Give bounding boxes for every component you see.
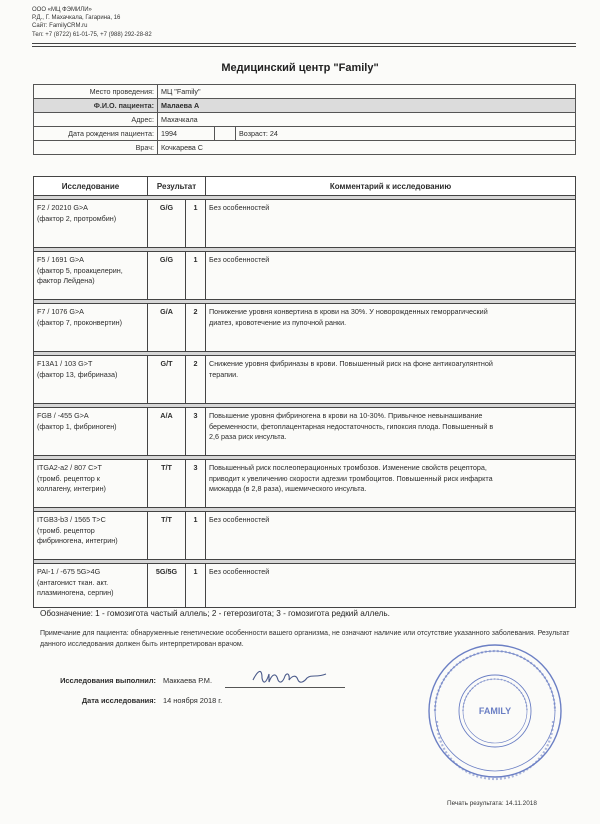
study-cell-line: (тромб. рецептор к (37, 473, 100, 483)
header-divider (32, 43, 576, 44)
place-label: Место проведения: (34, 85, 158, 99)
comment-cell-line: Без особенностей (209, 515, 270, 524)
code-cell: 1 (186, 200, 206, 248)
table-row (34, 356, 576, 404)
comment-cell-line: Повышенный риск послеоперационных тромбозов. Изменение свойств рецептора, (209, 463, 487, 472)
print-date-label: Печать результата: (447, 800, 504, 807)
code-cell: 2 (186, 356, 206, 404)
signature-mark (250, 664, 330, 690)
study-date-label: Дата исследования: (81, 696, 156, 705)
legend-text: Обозначение: 1 - гомозигота частый аллель; 2 - гетерозигота; 3 - гомозигота редкий аллель. (40, 609, 390, 618)
table-row (34, 304, 576, 352)
patient-info-table (33, 84, 576, 155)
comment-cell-line: диатез, кровотечение из пупочной ранки. (209, 317, 347, 327)
age-value: 24 (269, 129, 278, 138)
place-value: МЦ "Family" (158, 85, 576, 99)
comment-cell (206, 460, 576, 508)
study-cell (34, 200, 148, 248)
study-cell (34, 512, 148, 560)
study-cell-line: коллагену, интегрин) (37, 484, 106, 493)
comment-cell (206, 252, 576, 300)
study-cell-line: ITGB3-b3 / 1565 T>C (37, 515, 106, 524)
header-line: Тел: +7 (8722) 61-01-75, +7 (988) 292-28-82 (32, 31, 152, 38)
doctor-value: Кочкарева С (158, 141, 576, 155)
result-cell: G/G (148, 200, 186, 248)
comment-cell (206, 512, 576, 560)
comment-cell-line: терапии. (209, 369, 239, 379)
study-cell-line: ITGA2-a2 / 807 C>T (37, 463, 102, 472)
study-date-value: 14 ноября 2018 г. (163, 696, 223, 705)
study-cell (34, 252, 148, 300)
study-cell-line: фактор Лейдена) (37, 276, 95, 285)
study-cell-line: F5 / 1691 G>A (37, 255, 84, 264)
table-row (34, 408, 576, 456)
result-cell: 5G/5G (148, 564, 186, 608)
patient-note: Примечание для пациента: обнаруженные генетические особенности вашего организма, не означают наличие или отсутствие указанного заболевания. Результат данного исследования должен быть интерпретирован врачом. (40, 630, 570, 648)
comment-cell (206, 304, 576, 352)
study-cell-line: PAI-1 / -675 5G>4G (37, 567, 101, 576)
comment-cell-line: миокарда (в 2,8 раза), ишемического инсульта. (209, 484, 367, 493)
comment-cell (206, 564, 576, 608)
result-cell: G/T (148, 356, 186, 404)
study-cell-line: F13A1 / 103 G>T (37, 359, 93, 368)
results-table (33, 176, 576, 608)
comment-cell (206, 356, 576, 404)
address-label: Адрес: (34, 113, 158, 127)
age-label: Возраст: (239, 129, 268, 138)
header-line: Сайт: FamilyCRM.ru (32, 23, 88, 30)
result-cell: T/T (148, 460, 186, 508)
empty-cell (215, 127, 236, 141)
study-cell-line: (фактор 5, проакцелерин, (37, 265, 123, 275)
study-header: Исследование (34, 177, 148, 196)
table-row (34, 460, 576, 508)
table-row (34, 200, 576, 248)
table-row (34, 512, 576, 560)
age-cell (236, 127, 576, 141)
stamp-center-text: FAMILY (478, 706, 512, 716)
comment-cell (206, 408, 576, 456)
comment-cell-line: Понижение уровня конвертина в крови на 30%. У новорожденных геморрагический (209, 307, 488, 316)
code-cell: 2 (186, 304, 206, 352)
company-header (32, 6, 152, 39)
result-cell: T/T (148, 512, 186, 560)
study-cell-line: F2 / 20210 G>A (37, 203, 88, 212)
performed-by-value: Маккаева Р.М. (163, 676, 213, 685)
code-cell: 1 (186, 252, 206, 300)
document-title: Медицинский центр "Family" (221, 62, 379, 74)
comment-cell (206, 200, 576, 248)
study-cell-line: (тромб. рецептор (37, 525, 95, 535)
print-date-value: 14.11.2018 (505, 800, 537, 807)
performed-by-label: Исследования выполнил: (60, 676, 156, 685)
study-cell (34, 564, 148, 608)
comment-cell-line: беременности, фетоплацентарная недостаточность, гипоксия плода. Повышенный в (209, 421, 494, 431)
comment-header: Комментарий к исследованию (206, 177, 576, 196)
header-line: Р.Д., Г. Махачкала, Гагарина, 16 (32, 15, 121, 22)
study-cell (34, 356, 148, 404)
table-row (34, 564, 576, 608)
study-cell-line: (фактор 2, протромбин) (37, 213, 117, 223)
comment-cell-line: 2,6 раза риск инсульта. (209, 432, 287, 441)
table-row (34, 252, 576, 300)
study-cell (34, 408, 148, 456)
study-cell-line: фибриногена, интегрин) (37, 536, 118, 545)
study-cell-line: F7 / 1076 G>A (37, 307, 84, 316)
study-cell (34, 460, 148, 508)
comment-cell-line: приводит к увеличению скорости адгезии тромбоцитов. Повышенный риск инфаркта (209, 473, 493, 483)
patient-name-value: Малаева А (158, 99, 576, 113)
comment-cell-line: Без особенностей (209, 203, 270, 212)
code-cell: 1 (186, 564, 206, 608)
code-cell: 3 (186, 408, 206, 456)
comment-cell-line: Без особенностей (209, 255, 270, 264)
result-cell: G/A (148, 304, 186, 352)
print-date (447, 800, 537, 807)
result-header: Результат (148, 177, 206, 196)
patient-name-label: Ф.И.О. пациента: (34, 99, 158, 113)
code-cell: 1 (186, 512, 206, 560)
header-line: ООО «МЦ ФЭМИЛИ» (32, 7, 92, 13)
comment-cell-line: Снижение уровня фибриназы в крови. Повышенный риск на фоне антикоагулянтной (209, 359, 493, 368)
address-value: Махачкала (158, 113, 576, 127)
comment-cell-line: Без особенностей (209, 567, 270, 576)
dob-label: Дата рождения пациента: (34, 127, 158, 141)
study-cell (34, 304, 148, 352)
result-cell: G/G (148, 252, 186, 300)
dob-value: 1994 (158, 127, 215, 141)
result-cell: A/A (148, 408, 186, 456)
doctor-label: Врач: (34, 141, 158, 155)
code-cell: 3 (186, 460, 206, 508)
study-cell-line: (антагонист ткан. акт. (37, 577, 109, 587)
study-cell-line: (фактор 13, фибриназа) (37, 369, 118, 379)
study-cell-line: (фактор 7, проконвертин) (37, 317, 123, 327)
study-cell-line: плазминогена, серпин) (37, 588, 114, 597)
header-divider (32, 46, 576, 47)
study-cell-line: FGB / -455 G>A (37, 411, 89, 420)
comment-cell-line: Повышение уровня фибриногена в крови на 10-30%. Привычное невынашивание (209, 411, 483, 420)
study-cell-line: (фактор 1, фибриноген) (37, 421, 117, 431)
round-stamp (425, 641, 565, 781)
